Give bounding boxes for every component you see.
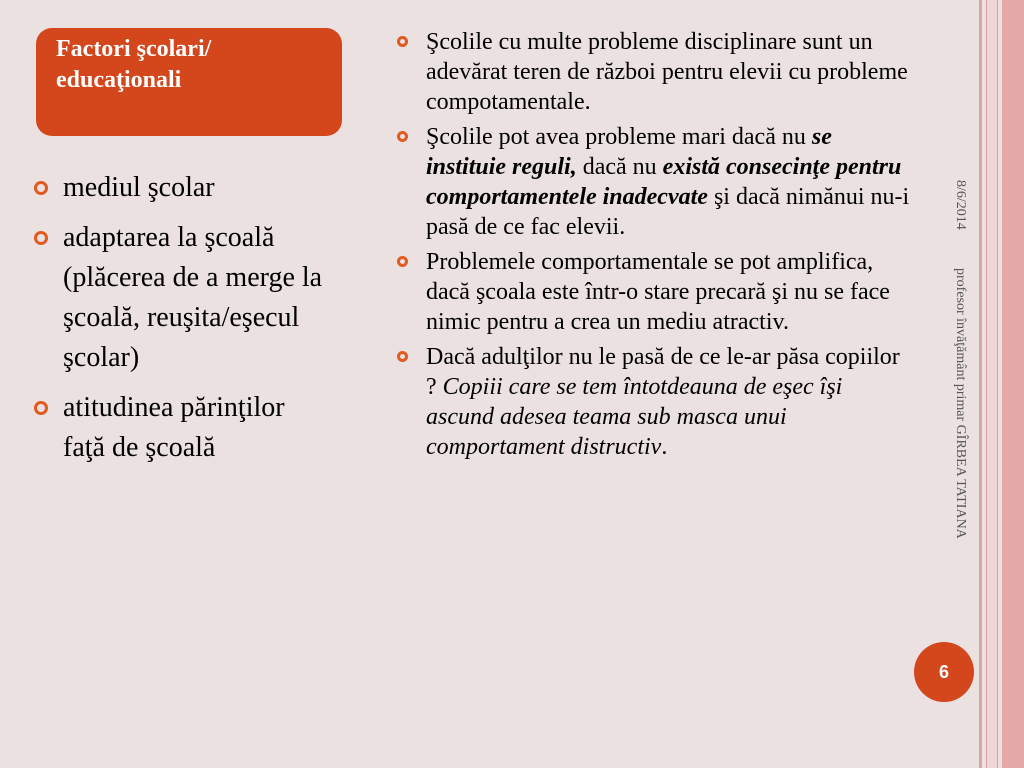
list-item-text: Şcolile pot avea probleme mari dacă nu (426, 124, 812, 150)
bullet-icon (397, 36, 408, 47)
list-item (30, 388, 330, 468)
slide-title (36, 28, 342, 136)
list-item-text: Dacă adulţilor nu le pasă de ce le-ar păsa copiilor ? (426, 344, 900, 400)
italic-text: Copiii care se tem întotdeauna de eşec îşi ascund adesea teama sub masca unui comportament distructiv (426, 374, 843, 460)
emphasis-text: există consecinţe pentru comportamentele inadecvate (426, 154, 902, 210)
emphasis-text: se instituie reguli, (426, 124, 832, 180)
slide-author: profesor învăţământ primar GÎRBEA TATIANA (953, 268, 968, 539)
list-item-text: atitudinea părinţilor faţă de şcoală (63, 392, 285, 463)
list-item (30, 168, 330, 208)
right-bullet-list (395, 27, 915, 467)
border-stripe (986, 0, 998, 768)
list-item-text: Şcolile cu multe probleme disciplinare sunt un adevărat teren de război pentru elevii cu probleme compotamentale. (426, 29, 908, 115)
title-line-2: educaţionali (56, 67, 182, 93)
list-item-text: . (661, 434, 668, 460)
bullet-icon (34, 401, 48, 415)
list-item (30, 218, 330, 378)
slide-date: 8/6/2014 (953, 180, 968, 230)
list-item (395, 247, 915, 337)
title-line-1: Factori şcolari/ (56, 36, 212, 62)
bullet-icon (397, 351, 408, 362)
list-item (395, 27, 915, 117)
list-item-text: adaptarea la şcoală (plăcerea de a merge la şcoală, reuşita/eşecul şcolar) (63, 222, 323, 373)
bullet-icon (397, 256, 408, 267)
list-item-text: dacă nu (576, 154, 663, 180)
list-item-text: mediul şcolar (63, 172, 215, 203)
border-stripe (979, 0, 982, 768)
list-item (395, 342, 915, 462)
bullet-icon (397, 131, 408, 142)
page-number-badge (914, 642, 974, 702)
bullet-icon (34, 231, 48, 245)
left-bullet-list (30, 168, 330, 478)
page-number: 6 (938, 661, 949, 682)
list-item-text: Problemele comportamentale se pot amplifica, dacă şcoala este într-o stare precară şi nu se face nimic pentru a crea un mediu atractiv. (426, 249, 890, 335)
list-item (395, 122, 915, 242)
border-stripe (1002, 0, 1024, 768)
list-item-text: şi dacă nimănui nu-i pasă de ce fac elevii. (426, 184, 910, 240)
bullet-icon (34, 181, 48, 195)
